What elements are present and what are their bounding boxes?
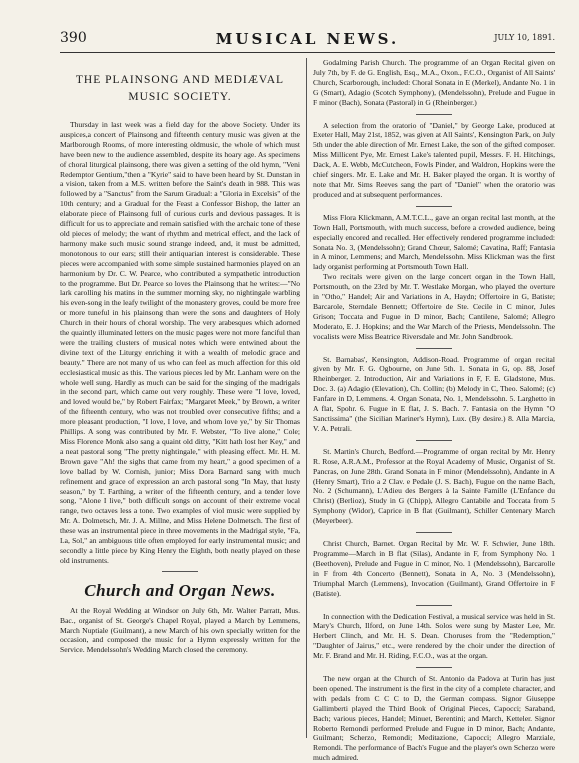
news-item: St. Martin's Church, Bedford.—Programme of organ recital by Mr. Henry R. Rose, A.R.A.M., Professor at the Royal Academy of Music, Organist of St. Pancras, on June 28th. Grand Sonata in F minor (Mendelssohn), Andante in A (Henry Smart), Trio a 2 Clav. e Pedale (J. S. Bach), Fugue on the name Bach, No. 2 (Schumann), L'Adieu des Bergers à la Sainte Famille (L'Enfance du Christ) (Berlioz), Study in G (Chipp), Allegro Cantabile and Toccata from 5 Symphony (Widor), Caprice in B flat (Guilmant), Schiller Centenary March (Meyerbeer). [313,446,555,526]
item-rule [416,206,452,207]
news-item: In connection with the Dedication Festival, a musical service was held in St. Mary's Church, Ilford, on June 14th. Solos were sung by Master Lee, Mr. Herbert Clinch, and Mr. H. S. Dean. Choruses from the "Redemption," "Daughter of Jairus," etc., were rendered by the choir under the direction of Mr. F. Brand and Mr. H. Riding, F.C.O., was at the organ. [313,611,555,661]
right-column [313,58,555,763]
page-header [60,30,555,50]
item-rule [416,605,452,606]
item-rule [416,114,452,115]
article-paragraph: Thursday in last week was a field day for the above Society. Under its auspices,a concert of Plainsong and fifteenth century music was given at the Marlborough Rooms, of more interesting oldmusic, the whole of which must have been new to the audience assembled, despite its hoary age. As specimens of choral liturgical plainsong, there was given a setting of the old hymn, "Veni Redemptor Gentium,"then a "Kyrie" said to have been heard by St. Dunstan in a vision, taken from a M.S. written before the Saint's death in 988. This was followed by a "Sanctus" from the Sarum Gradual: a "Gloria in Excelsis" of the 10th century; and a Gradual for the Feast a Confessor Bishop, the latter an elaborate piece of Plainsong full of curious curls and devious passages. It is difficult for us to appreciate and remain satisfied with the archaic tone of these old pieces of melody; the want of rhythm and metrical effect, and the lack of harmony make such music sound strange indeed, and, it must be admitted, monotonous to our ears; still their antiquarian interest is considerable. These pieces were accompanied with some simple sustained harmonies played on an harmonium by Dr. C. W. Pearce, who contributed a sympathetic introduction to the programme. But Dr. Pearce so loves the Plainsong that he writes:—"No lark carolling his matins in the summer morning sky, no nightingale warbling his even-song in the leafy twilight of the monastery groves, could be more free or more tuneful in his plainsong than were the sons and daughters of Holy Church in their hours of choral worship. The very arabesques which adorned the quaintly illuminated letters on the music pages were not more fanciful than were the trailing clusters of musical notes which were entwined about the divine text of the Liturgy enriching it with a wealth of melodic grace and beauty." There are not many of us who can feel as much affection for this old ecclesiastical music as this. The various pieces led by Mr. Lanham were on the whole well sung. Hardly as much can be said for the singing of the madrigals in the second part, which came out very roughly. These were "I love, loved, and loved would be," by Robert Fairfax; "Margaret Meek," by Brown, a writer of the fifteenth century, who was not troubled over consecutive fifths; and a more pleasant production, "I love, I love, and whom love ye," by Sir Thomas Phillips. A song was contributed by Mr. F. Webster, "To live alone," Cole; Miss Florence Monk also sang a quaint old ditty, "Kitt hath lost her Key," and a neat pastoral song "The pretty nightingale," with pleasing effect. Mr. H. M. Brown gave "Ah! the sighs that came from my heart," a good specimen of a love ballad by W. Cornish, junior; Miss Dora Barnard sang with much refinement and grace of expression an arch pastoral song "In May, that lusty season," by T. Farthing, a writer of the fifteenth century, and a tender love song, "Alone I live," both difficult songs on account of their extreme vocal range, two octaves less a tone. Two examples of viol music were supplied by Mr. A. Dolmetsch, Mr. J. A. Millne, and Miss Helene Dolmetsch. The first of these was an instrumental piece in three movements in the Madrigal style, "Fa, La, Sol," an ambiguous title often employed for early instrumental music; and secondly a little piece by King Henry the Eighth, both neatly played on these old instruments. [60,120,300,565]
news-item: Miss Flora Klickmann, A.M.T.C.L., gave an organ recital last month, at the Town Hall, Portsmouth, with much success, before a crowded audience, being especially encored and recalled. Her effectively rendered programme included: Sonata No. 3, (Mendelssohn); Grand Chœur, Salomé; Cavatina, Raff; Fantasia in A minor, Lemmens; and March, Mendelssohn. Miss Klickman was the first lady organist performing at Portsmouth Town Hall. [313,212,555,272]
section-rule [162,571,198,572]
section-heading-church-organ-news: Church and Organ News. [84,580,276,600]
news-item: The new organ at the Church of St. Antonio da Padova at Turin has just been opened. The instrument is the first in the city of a complete character, and with pedals from C C C to D, the German compass. Signor Giuseppe Gallimberti played the Third Book of Original Pieces, Capocci; Saraband, Bach; various pieces, Handel; Minuet, Berentini; and March, Ketteler. Signor Roberto Remondi performed Prelude and Fugue in D minor, Bach; Andante, Guilmant; Scherzo, Remondi; Meditazione, Capocci; Allegro Marziale, Remondi. The performance of Bach's Fugue and the player's own Scherzo were much admired. [313,674,555,763]
news-item: Godalming Parish Church. The programme of an Organ Recital given on July 7th, by F. de G. English, Esq., M.A., Oxon., F.C.O., Organist of All Saints' Church, Scarborough, included: Choral Sonata in E (Merkel), Andante No. 1 in G (Smart), Adagio (Scotch Symphony), (Mendelssohn), Prelude and Fugue in F minor (Bach), Sonata (Pastoral) in G (Rheinberger.) [313,58,555,107]
page-number: 390 [60,30,87,46]
masthead: MUSICAL NEWS. [215,30,400,48]
news-item: Christ Church, Barnet. Organ Recital by Mr. W. F. Schwier, June 18th. Programme—March in B flat (Silas), Andante in F, from Symphony No. 1 (Beethoven), Prelude and Fugue in C minor, No. 1 (Mendelssohn), Barcarolle in F from 4th Concerto (Bennett), Sonata in A, No. 3 (Mendelssohn), Triumphal March (Lemmens), Invocation (Guilmant), Grand Offertoire in F (Batiste). [313,539,555,598]
article-heading-plainsong: THE PLAINSONG AND MEDIÆVAL MUSIC SOCIETY. [75,74,285,103]
issue-date: JULY 10, 1891. [494,33,555,42]
news-item: Two recitals were given on the large concert organ in the Town Hall, Portsmouth, on the 23rd by Mr. T. Westlake Morgan, who played the overture in "Otho," Handel; Air and Variations in A, Haydn; Offertoire in G, Batiste; Barcarole, Sterndale Bennett; Offertoire de Ste. Cecile in C minor, Jules Grison; Toccata and Fugue in D minor, Bach; Cantilene, Salomé; Allegro Moderato, E. J. Hopkins; and the War March of the Priests, Mendelssohn. The vocalists were Miss Beatrice Riversdale and Mr. John Sandbrook. [313,272,555,341]
item-rule [416,440,452,441]
article-paragraph: At the Royal Wedding at Windsor on July 6th, Mr. Walter Parratt, Mus. Bac., organist of St. George's Chapel Royal, played a March by Lemmens, March Nuptiale (Guilmant), a new March of his own specially written for the occasion, and composed the music for a Hymn expressly written for the Service. Mendelssohn's Wedding March closed the ceremony. [60,605,300,655]
column-divider [306,58,307,738]
item-rule [416,348,452,349]
header-rule [60,52,555,53]
left-column [60,58,300,655]
news-item: St. Barnabas', Kensington, Addison-Road. Programme of organ recital given by Mr. F. G. Ogbourne, on June 5th. 1. Sonata in G, op. 88, Josef Rheinberger. 2. Introduction, Air and Variations in F, F. E. Gladstone, Mus. Doc. 3. (a) Adagio (Elevation), Ch. Collin; (b) Melody in C, Theo. Salomé; (c) Fanfare in D, Lemmens. 4. Organ Sonata, No. 1, Mendelssohn. 5. Larghetto in A flat, Spohr. 6. Fugue in E flat, J. S. Bach. 7. Fantasia on the Hymn "O Sanctissima" (the Sicilian Mariner's Hymn), Lux. (By desire.) 8. Alla Marcia, V. A. Petrali. [313,354,555,433]
item-rule [416,532,452,533]
news-item: A selection from the oratorio of "Daniel," by George Lake, produced at Exeter Hall, May 21st, 1852, was given at All Saints', Kensington Park, on July 5th under the able direction of Mr. Ernest Lake, the son of the gifted composer. Miss Millicent Pye, Mr. Ernest Lake's talented pupil, Messrs. F. H. Hitchings, Dack, A. E. Webb, McCutcheon, Fowls Pinder, and Waldron, Hopkins were the chief singers. Mr. E. Lake and Mr. H. Baker played the organ. It is worthy of note that Mr. Sims Reeves sang the part of "Daniel" when the oratorio was produced and at subsequent performances. [313,120,555,199]
item-rule [416,667,452,668]
